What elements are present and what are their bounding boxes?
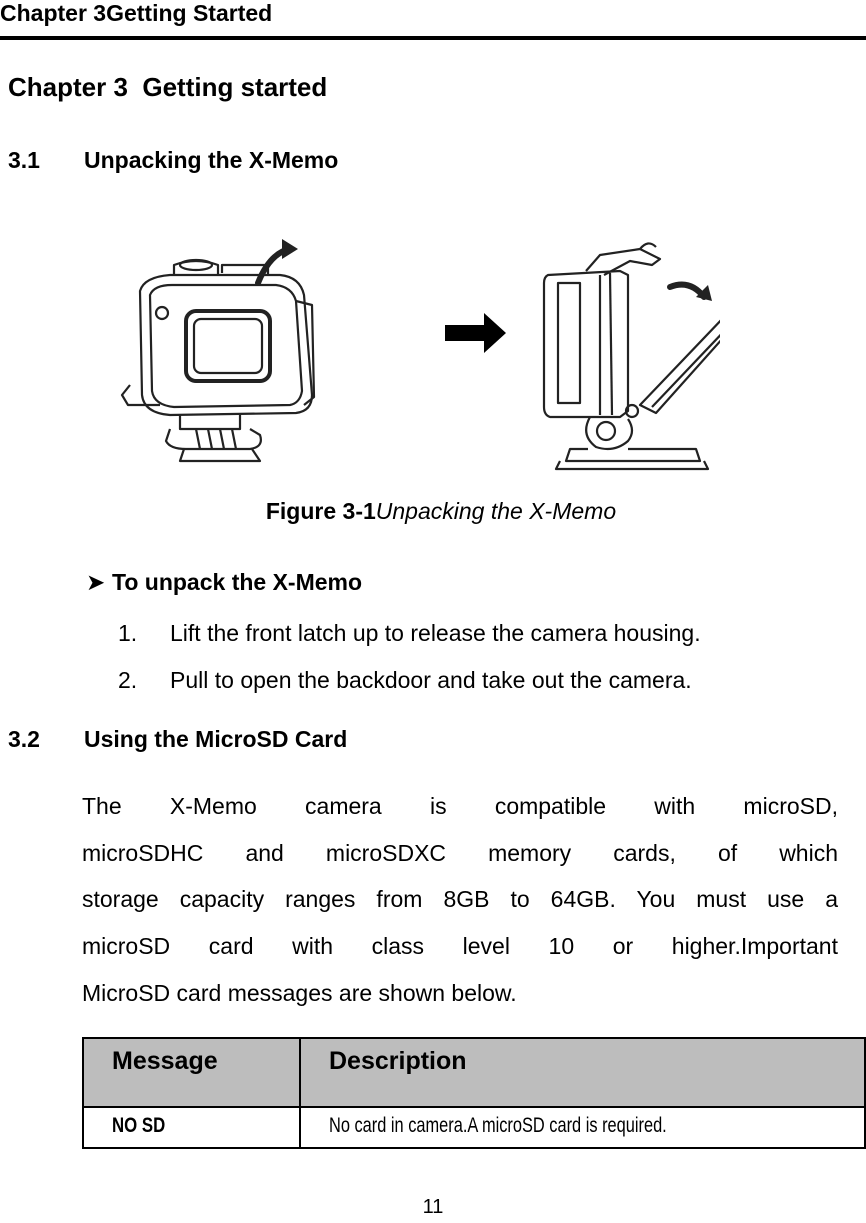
bullet-arrow-icon: ➤	[86, 569, 106, 595]
figure-caption-text: Unpacking the X-Memo	[375, 498, 617, 524]
paragraph-line: microSD card with class level 10 or higher.Important	[82, 933, 838, 959]
closed-housing-illustration	[122, 239, 314, 461]
section-title: Unpacking the X-Memo	[84, 147, 339, 173]
header-rule	[0, 36, 866, 40]
instructions-heading-text: To unpack the X-Memo	[112, 569, 363, 595]
page-number: 11	[422, 1196, 444, 1218]
paragraph-line: MicroSD card messages are shown below.	[82, 980, 517, 1006]
paragraph-line: The X-Memo camera is compatible with microSD,	[82, 793, 838, 819]
figure-label: Figure 3-1	[265, 498, 376, 524]
paragraph-line: microSDHC and microSDXC memory cards, of which	[82, 840, 838, 866]
section-title: Using the MicroSD Card	[84, 726, 348, 752]
unpacking-figure	[100, 235, 720, 475]
chapter-title: Chapter 3 Getting started	[8, 72, 328, 102]
table-header-message: Message	[83, 1038, 300, 1107]
message-description: No card in camera.A microSD card is required.	[329, 1114, 667, 1137]
table-cell-message	[83, 1107, 300, 1148]
instructions-heading	[86, 569, 362, 596]
message-code: NO SD	[112, 1114, 166, 1137]
arrow-right-icon	[445, 313, 506, 353]
table-row	[83, 1107, 865, 1148]
section-number: 3.1	[8, 147, 40, 173]
open-housing-illustration	[544, 243, 720, 469]
section-number: 3.2	[8, 726, 40, 752]
running-header: Chapter 3Getting Started	[0, 0, 273, 26]
paragraph-line: storage capacity ranges from 8GB to 64GB. You must use a	[82, 886, 838, 912]
step-number: 1.	[118, 620, 138, 646]
figure-caption	[0, 498, 866, 525]
table-header-description: Description	[300, 1038, 865, 1107]
table-cell-description	[300, 1107, 865, 1148]
step-text: Lift the front latch up to release the camera housing.	[170, 620, 701, 646]
table-header-row	[83, 1038, 865, 1107]
step-text: Pull to open the backdoor and take out the camera.	[170, 667, 692, 693]
sd-message-table	[82, 1037, 866, 1149]
step-number: 2.	[118, 667, 138, 693]
